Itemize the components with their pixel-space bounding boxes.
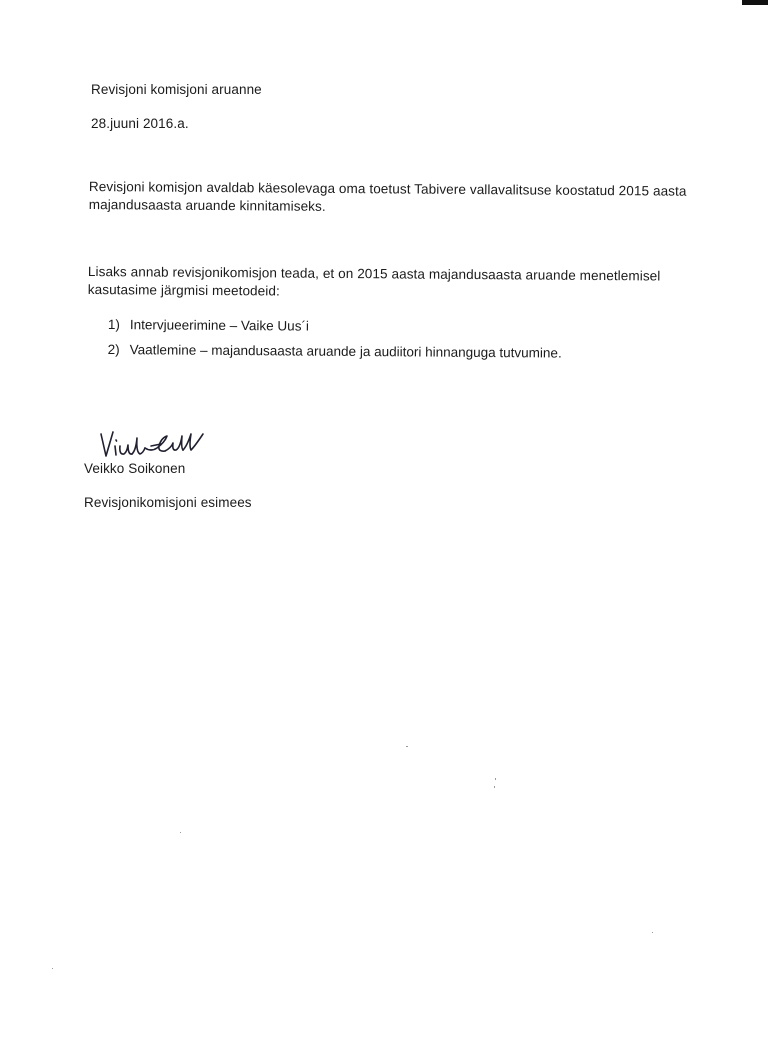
methods-list — [108, 312, 562, 366]
scan-speck — [52, 968, 53, 969]
paragraph-approval-line-2: majandusaasta aruande kinnitamiseks. — [88, 196, 326, 214]
scan-speck — [494, 786, 495, 788]
list-item-number: 2) — [107, 341, 120, 358]
scan-speck — [406, 746, 408, 747]
paragraph-approval-line-1: Revisjoni komisjon avaldab käesolevaga oma toetust Tabivere vallavalitsuse koostatud 2015 aasta — [88, 178, 687, 199]
scan-speck — [652, 932, 653, 933]
signer-role: Revisjonikomisjoni esimees — [84, 495, 252, 510]
list-item — [108, 337, 562, 366]
paragraph-approval — [89, 178, 687, 219]
document-title: Revisjoni komisjoni aruanne — [91, 82, 262, 97]
document-date: 28.juuni 2016.a. — [91, 116, 189, 131]
scan-speck — [180, 832, 181, 833]
paragraph-methods-intro-line-1: Lisaks annab revisjonikomisjon teada, et on 2015 aasta majandusaasta aruande menetlemisel — [87, 263, 661, 284]
scan-edge-mark — [742, 0, 768, 5]
list-item — [108, 312, 562, 341]
paragraph-methods-intro-line-2: kasutasime järgmisi meetodeid: — [87, 281, 280, 299]
paragraph-methods-intro — [88, 263, 661, 303]
list-item-text: Intervjueerimine – Vaike Uus´i — [129, 317, 310, 334]
list-item-number: 1) — [107, 316, 120, 333]
scan-speck — [495, 778, 496, 780]
signer-name: Veikko Soikonen — [84, 461, 186, 476]
list-item-text: Vaatlemine – majandusaasta aruande ja audiitori hinnanguga tutvumine. — [129, 342, 562, 361]
